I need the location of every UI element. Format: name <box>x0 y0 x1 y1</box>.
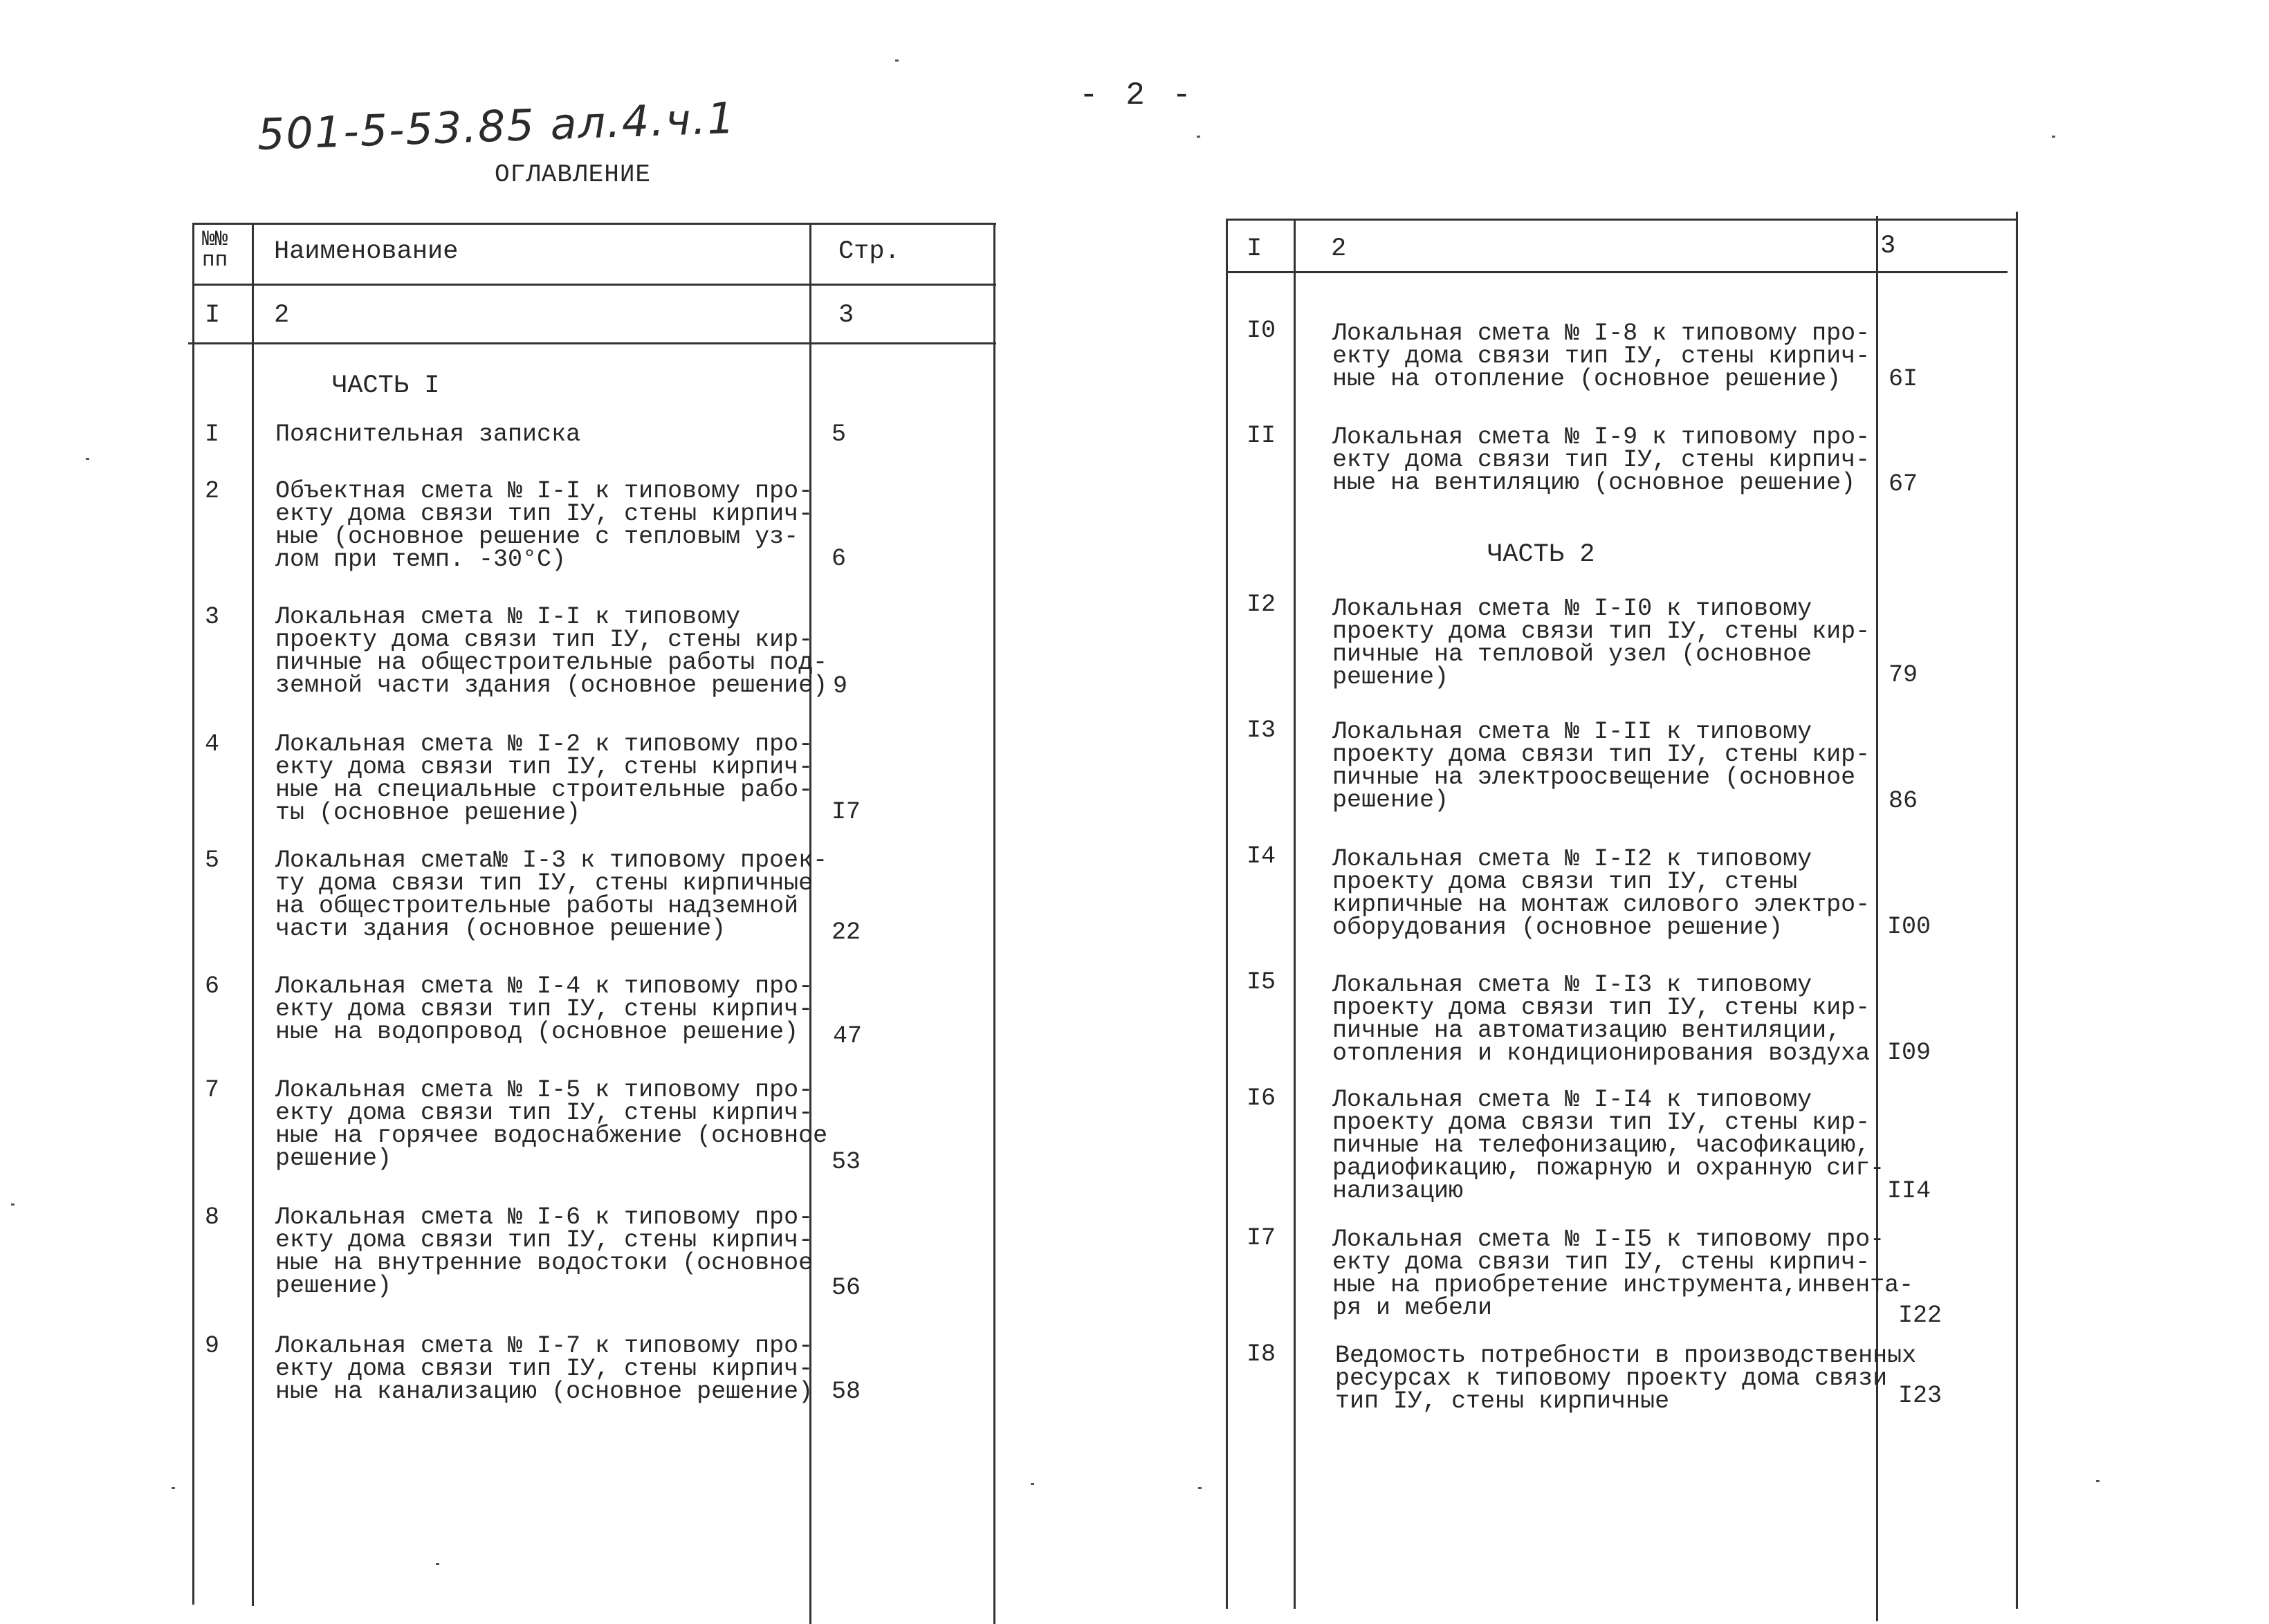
row-title: Локальная смета № I-8 к типовому про- екту дома связи тип IУ, стены кирпич- ные на отопление (основное решение) <box>1332 320 1871 393</box>
right-table-left-border <box>1226 219 1228 1609</box>
scan-speck <box>1031 1483 1034 1485</box>
row-page: 47 <box>833 1022 863 1050</box>
row-number: I8 <box>1247 1340 1276 1368</box>
row-number: I3 <box>1247 717 1276 744</box>
page-title: ОГЛАВЛЕНИЕ <box>495 160 652 189</box>
row-page: 67 <box>1889 470 1918 498</box>
row-number: I6 <box>1247 1085 1276 1112</box>
row-page: 22 <box>832 919 861 946</box>
row-number: 8 <box>205 1203 220 1231</box>
row-number: II <box>1247 422 1276 450</box>
right-table-col1-divider <box>1294 219 1296 1609</box>
row-title: Объектная смета № I-I к типовому про- екту дома связи тип IУ, стены кирпич- ные (основное решение с тепловым уз- лом при темп. -30°С) <box>275 477 814 573</box>
scan-speck <box>1198 1487 1202 1489</box>
row-page: 58 <box>832 1378 861 1405</box>
right-table-top-border <box>1226 219 2016 221</box>
row-page: 9 <box>833 672 848 700</box>
row-page: 5 <box>832 421 847 448</box>
left-colnum-1: I <box>205 301 221 330</box>
row-number: I7 <box>1247 1224 1276 1252</box>
right-header-col3: 3 <box>1880 232 1896 261</box>
row-number: 3 <box>205 603 220 631</box>
row-page: I22 <box>1898 1302 1942 1329</box>
section-heading-part-1: ЧАСТЬ I <box>332 371 440 400</box>
row-number: 2 <box>205 477 220 505</box>
left-header-name: Наименование <box>274 237 459 266</box>
row-page: 53 <box>832 1148 861 1176</box>
row-page: I00 <box>1887 913 1931 941</box>
row-page: 79 <box>1889 661 1918 689</box>
row-number: I4 <box>1247 842 1276 870</box>
row-page: I23 <box>1898 1382 1942 1410</box>
row-page: 6I <box>1889 365 1918 393</box>
row-title: Локальная смета № I-4 к типовому про- екту дома связи тип IУ, стены кирпич- ные на водопровод (основное решение) <box>275 972 814 1046</box>
row-title: Локальная смета № I-2 к типовому про- екту дома связи тип IУ, стены кирпич- ные на специальные строительные рабо- ты (основное решение) <box>275 730 814 827</box>
row-title: Локальная смета № I-I0 к типовому проекту дома связи тип IУ, стены кир- пичные на тепловой узел (основное решение) <box>1332 595 1871 691</box>
row-title: Локальная смета № I-6 к типовому про- екту дома связи тип IУ, стены кирпич- ные на внутренние водостоки (основное решение) <box>275 1203 814 1300</box>
scan-speck <box>2052 136 2055 138</box>
document-number: 501-5-53.85 ал.4.ч.1 <box>256 92 737 160</box>
row-number: I0 <box>1247 317 1276 344</box>
left-colnum-2: 2 <box>274 301 290 330</box>
section-heading-part-2: ЧАСТЬ 2 <box>1487 540 1595 569</box>
row-page: 86 <box>1889 787 1918 815</box>
row-number: 6 <box>205 972 220 1000</box>
scan-speck <box>86 458 89 460</box>
row-title: Локальная смета № I-I3 к типовому проекту дома связи тип IУ, стены кир- пичные на автоматизацию вентиляции, отопления и кондиционирования воздуха <box>1332 971 1871 1067</box>
scan-speck <box>2096 1480 2100 1482</box>
left-colnum-3: 3 <box>838 301 854 330</box>
row-number: I <box>205 421 220 448</box>
row-title: Локальная смета № I-7 к типовому про- екту дома связи тип IУ, стены кирпич- ные на канализацию (основное решение) <box>275 1332 814 1405</box>
page-number: - 2 - <box>1079 77 1196 113</box>
row-number: 9 <box>205 1332 220 1360</box>
row-page: 6 <box>832 545 847 573</box>
row-number: I5 <box>1247 968 1276 996</box>
left-table-left-border <box>192 223 194 1605</box>
row-page: II4 <box>1887 1177 1931 1205</box>
row-title: Локальная смета № I-II к типовому проекту дома связи тип IУ, стены кир- пичные на электроосвещение (основное решение) <box>1332 718 1871 814</box>
right-header-col1: I <box>1247 234 1262 264</box>
row-number: 7 <box>205 1076 220 1104</box>
left-table-top-border <box>194 223 996 225</box>
row-title: Локальная смета № I-I4 к типовому проекту дома связи тип IУ, стены кир- пичные на телефонизацию, часофикацию, радиофикацию, пожарную и охранную сиг- нализацию <box>1332 1086 1885 1205</box>
scan-speck <box>11 1203 15 1206</box>
row-title: Локальная смета № I-I2 к типовому проекту дома связи тип IУ, стены кирпичные на монтаж силового электро- оборудования (основное решение) <box>1332 845 1871 941</box>
row-title: Ведомость потребности в производственных ресурсах к типовому проекту дома связи тип IУ, стены кирпичные <box>1335 1342 1917 1415</box>
row-title: Локальная смета № I-I5 к типовому про- екту дома связи тип IУ, стены кирпич- ные на приобретение инструмента,инвента- ря и мебели <box>1332 1226 1914 1322</box>
row-number: I2 <box>1247 591 1276 618</box>
right-table-header-divider <box>1226 271 2008 273</box>
row-page: I7 <box>832 798 861 826</box>
left-table-colnum-divider <box>188 342 996 344</box>
row-number: 4 <box>205 730 220 758</box>
scan-speck <box>436 1563 439 1565</box>
right-header-col2: 2 <box>1331 234 1347 264</box>
row-page: 56 <box>832 1274 861 1302</box>
scan-speck <box>1197 136 1200 138</box>
right-table-right-border <box>2016 212 2018 1609</box>
row-title: Локальная смета№ I-3 к типовому проек- ту дома связи тип IУ, стены кирпичные на общестроительные работы надземной части здания (основное решение) <box>275 847 828 943</box>
row-title: Локальная смета № I-9 к типовому про- екту дома связи тип IУ, стены кирпич- ные на вентиляцию (основное решение) <box>1332 423 1871 497</box>
left-header-page: Стр. <box>838 237 900 266</box>
row-title: Пояснительная записка <box>275 421 581 448</box>
left-header-num: №№ пп <box>202 228 228 273</box>
row-title: Локальная смета № I-5 к типовому про- екту дома связи тип IУ, стены кирпич- ные на горячее водоснабжение (основное решение) <box>275 1076 828 1172</box>
row-number: 5 <box>205 847 220 874</box>
left-table-col1-divider <box>252 223 254 1606</box>
left-table-right-border <box>993 223 995 1624</box>
scan-speck <box>895 59 899 62</box>
row-page: I09 <box>1887 1039 1931 1067</box>
row-title: Локальная смета № I-I к типовому проекту дома связи тип IУ, стены кир- пичные на общестроительные работы под- земной части здания (основное решение) <box>275 603 828 699</box>
left-table-header-divider <box>192 284 996 286</box>
scan-speck <box>172 1487 175 1489</box>
